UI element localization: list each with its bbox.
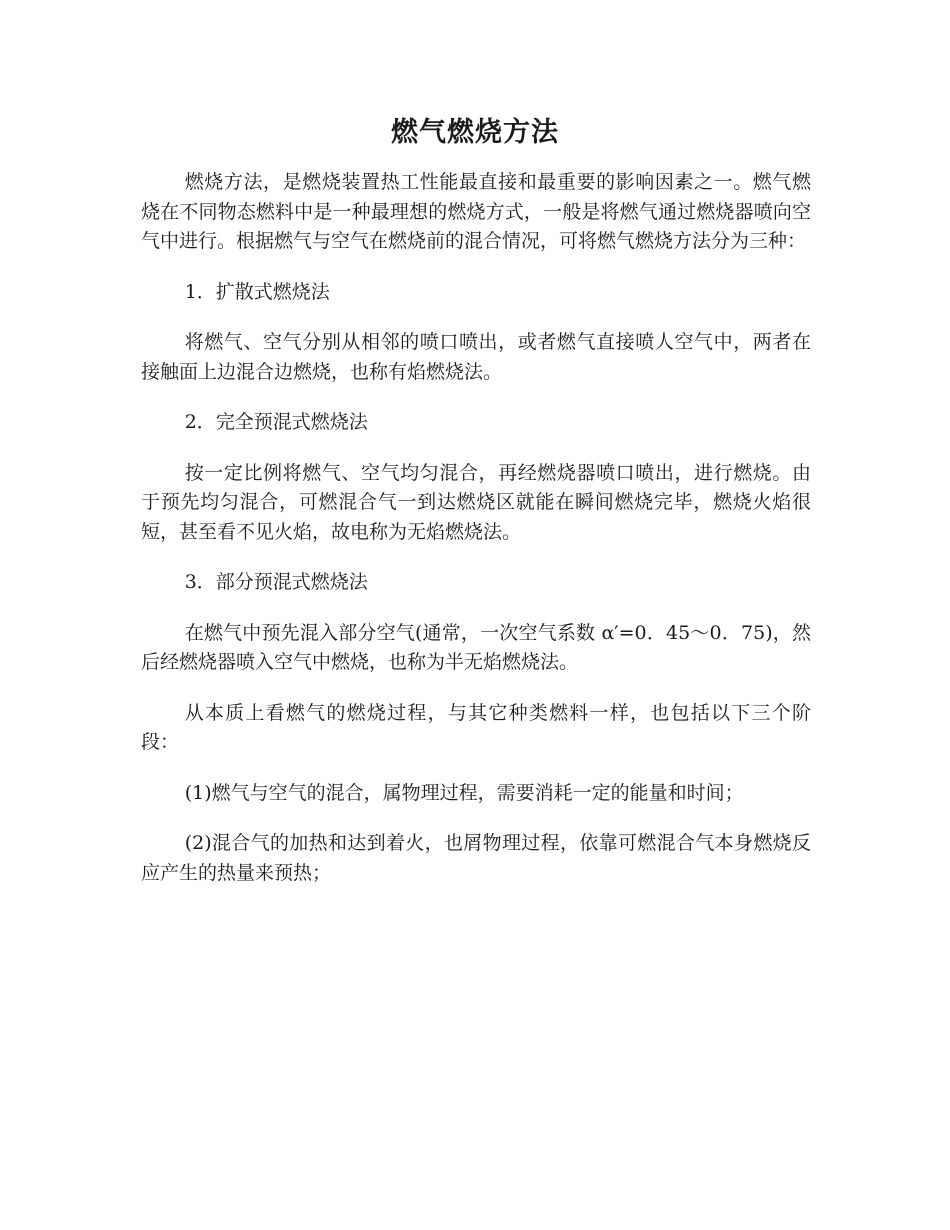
- section-heading-partial-premix: 3．部分预混式燃烧法: [184, 571, 368, 593]
- document-body: [141, 168, 811, 909]
- section-heading-diffusion: 1．扩散式燃烧法: [184, 280, 330, 303]
- paragraph-full-premix: 按一定比例将燃气、空气均匀混合，再经燃烧器喷口喷出，进行燃烧。由于预先均匀混合，可燃混合气一到达燃烧区就能在瞬间燃烧完毕，燃烧火焰很短，甚至看不见火焰，故电称为无焰燃烧法。: [141, 461, 811, 543]
- paragraph-stage-1: (1)燃气与空气的混合，属物理过程，需要消耗一定的能量和时间；: [184, 781, 744, 804]
- document-title: 燃气燃烧方法: [391, 117, 559, 148]
- paragraph-diffusion: 将燃气、空气分别从相邻的喷口喷出，或者燃气直接喷人空气中，两者在接触面上边混合边燃烧，也称有焰燃烧法。: [141, 331, 811, 383]
- paragraph-stages-intro: 从本质上看燃气的燃烧过程，与其它种类燃料一样，也包括以下三个阶段：: [141, 701, 811, 753]
- paragraph-partial-premix: 在燃气中预先混入部分空气(通常，一次空气系数 α′=0．45～0．75)，然后经燃烧器喷入空气中燃烧，也称为半无焰燃烧法。: [141, 621, 811, 673]
- section-heading-full-premix: 2．完全预混式燃烧法: [184, 411, 368, 433]
- paragraph-stage-2: (2)混合气的加热和达到着火，也屑物理过程，依靠可燃混合气本身燃烧反应产生的热量来预热；: [141, 832, 811, 884]
- paragraph-intro: 燃烧方法，是燃烧装置热工性能最直接和最重要的影响因素之一。燃气燃烧在不同物态燃料中是一种最理想的燃烧方式，一般是将燃气通过燃烧器喷向空气中进行。根据燃气与空气在燃烧前的混合情况，可将燃气燃烧方法分为三种：: [141, 171, 811, 252]
